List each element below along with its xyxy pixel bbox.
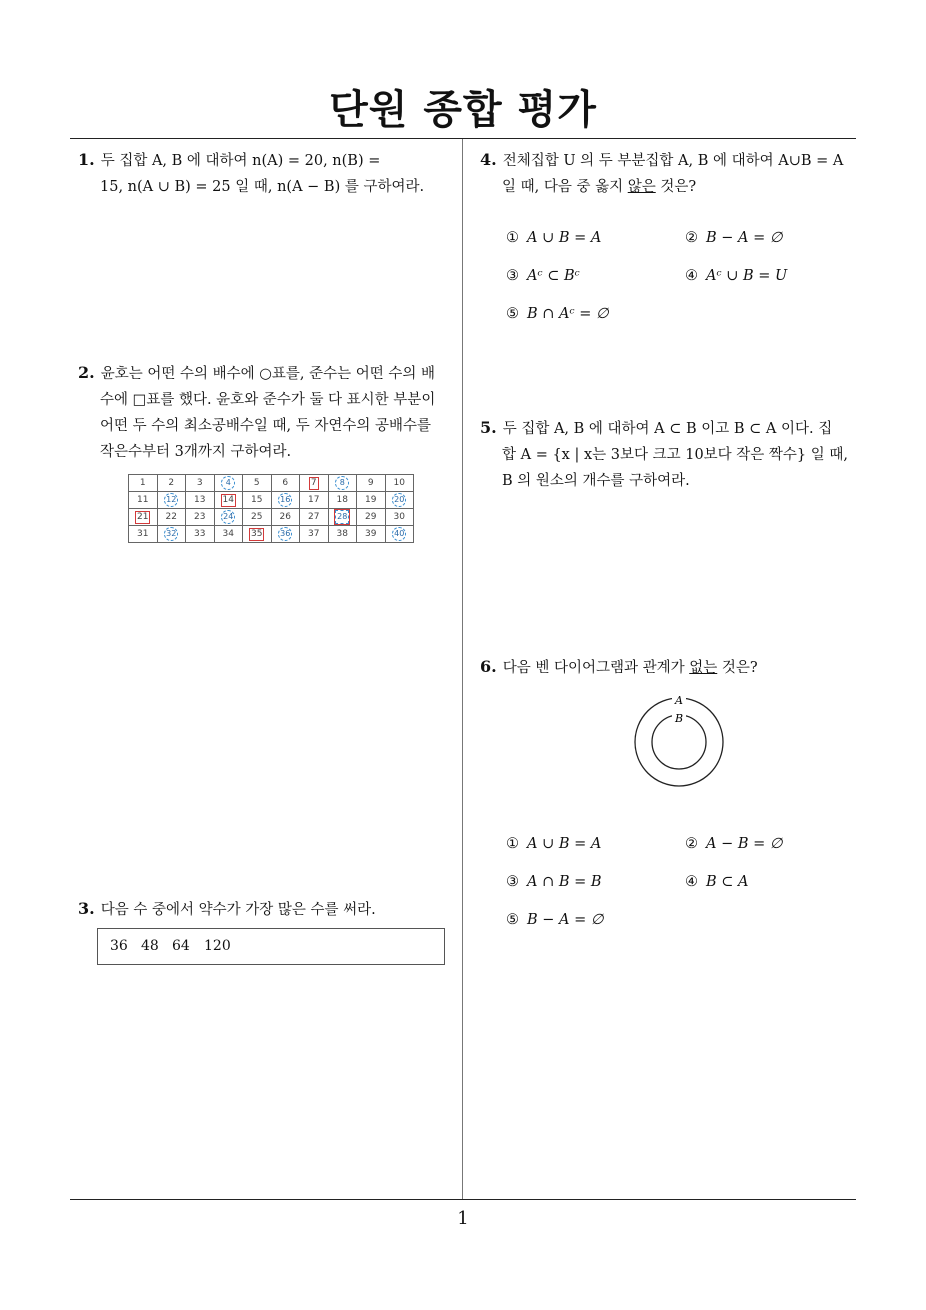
grid-row [129, 475, 414, 492]
grid-cell [129, 475, 158, 492]
grid-cell [186, 492, 215, 509]
choice-text: Aᶜ ∪ B = U [706, 268, 788, 284]
grid-cell [385, 526, 414, 543]
choice-text: A ∩ B = B [527, 874, 602, 890]
grid-number: 19 [365, 495, 377, 505]
grid-cell [357, 492, 386, 509]
grid-cell [214, 492, 243, 509]
choice-mark: ④ [685, 874, 698, 890]
grid-number: 13 [194, 495, 206, 505]
choice-text: A ∪ B = A [527, 836, 602, 852]
option-value: 36 [110, 938, 128, 954]
question-2-line3: 어떤 두 수의 최소공배수일 때, 두 자연수의 공배수를 [100, 418, 432, 434]
grid-number: 22 [165, 512, 177, 522]
option-value: 120 [204, 938, 231, 954]
choice-5[interactable] [506, 912, 604, 928]
grid-cell [300, 492, 329, 509]
grid-number: 11 [137, 495, 149, 505]
bottom-rule [70, 1199, 856, 1200]
column-divider [462, 139, 463, 1199]
grid-cell [157, 526, 186, 543]
underlined-keyword: 없는 [689, 660, 718, 676]
choice-5[interactable] [506, 306, 609, 322]
grid-number: 29 [365, 512, 377, 522]
choice-1[interactable] [506, 836, 601, 852]
grid-cell [328, 509, 357, 526]
circled-number: 20 [392, 493, 406, 507]
grid-number: 25 [251, 512, 263, 522]
grid-number: 27 [308, 512, 320, 522]
circled-number: 32 [164, 527, 178, 541]
choice-text: B ⊂ A [706, 874, 749, 890]
grid-number: 9 [367, 478, 374, 488]
grid-cell [357, 475, 386, 492]
circled-number: 40 [392, 527, 406, 541]
grid-number: 31 [137, 529, 149, 539]
question-5-line2: 합 A = {x | x는 3보다 크고 10보다 작은 짝수} 일 때, [502, 447, 849, 463]
question-4-line2-post: 것은? [655, 179, 697, 195]
grid-number: 30 [393, 512, 405, 522]
option-value: 48 [141, 938, 159, 954]
grid-number: 17 [308, 495, 320, 505]
grid-number: 5 [253, 478, 260, 488]
grid-cell [243, 509, 272, 526]
choice-mark: ③ [506, 268, 519, 284]
question-6 [480, 654, 865, 681]
grid-cell [186, 475, 215, 492]
choice-3[interactable] [506, 874, 602, 890]
grid-cell [214, 509, 243, 526]
grid-row [129, 492, 414, 509]
choice-mark: ① [506, 230, 519, 246]
choice-mark: ② [685, 230, 698, 246]
grid-number: 6 [282, 478, 289, 488]
question-3-text: 다음 수 중에서 약수가 가장 많은 수를 써라. [100, 902, 376, 918]
question-2-line1: 윤호는 어떤 수의 배수에 ○표를, 준수는 어떤 수의 배 [100, 366, 435, 382]
question-6-text-pre: 다음 벤 다이어그램과 관계가 [502, 660, 690, 676]
grid-cell [243, 475, 272, 492]
choice-text: A ∪ B = A [527, 230, 602, 246]
number-options-box [97, 928, 445, 965]
choice-mark: ⑤ [506, 912, 519, 928]
grid-cell [300, 475, 329, 492]
page-title: 단원 종합 평가 [329, 87, 597, 133]
grid-row [129, 526, 414, 543]
choice-text: B − A = ∅ [706, 230, 783, 246]
choice-text: B ∩ Aᶜ = ∅ [527, 306, 609, 322]
grid-cell [300, 509, 329, 526]
grid-cell [328, 475, 357, 492]
question-3 [78, 896, 458, 923]
circled-number: 12 [164, 493, 178, 507]
grid-cell [357, 509, 386, 526]
grid-number: 18 [336, 495, 348, 505]
grid-cell [243, 526, 272, 543]
circled-number: 28 [335, 510, 349, 524]
grid-cell [357, 526, 386, 543]
choice-text: B − A = ∅ [527, 912, 604, 928]
question-1-line1: 두 집합 A, B 에 대하여 n(A) = 20, n(B) = [100, 153, 381, 169]
grid-cell [129, 492, 158, 509]
top-rule [70, 138, 856, 139]
grid-cell [385, 492, 414, 509]
question-1-number: 1. [78, 150, 95, 169]
question-1-line2: 15, n(A ∪ B) = 25 일 때, n(A − B) 를 구하여라. [100, 179, 425, 195]
grid-cell [157, 492, 186, 509]
question-2-number: 2. [78, 363, 95, 382]
choice-4[interactable] [685, 874, 749, 890]
set-b-label: B [674, 712, 684, 725]
option-value: 64 [172, 938, 190, 954]
grid-number: 2 [168, 478, 175, 488]
grid-cell [157, 475, 186, 492]
grid-number: 26 [279, 512, 291, 522]
question-2-line4: 작은수부터 3개까지 구하여라. [100, 444, 292, 460]
grid-cell [129, 509, 158, 526]
grid-number: 34 [222, 529, 234, 539]
grid-cell [328, 526, 357, 543]
grid-cell [243, 492, 272, 509]
grid-row [129, 509, 414, 526]
question-3-number: 3. [78, 899, 95, 918]
circled-number: 36 [278, 527, 292, 541]
page-number: 1 [457, 1208, 469, 1229]
grid-number: 38 [336, 529, 348, 539]
grid-cell [186, 509, 215, 526]
grid-cell [271, 509, 300, 526]
number-grid-table [128, 474, 414, 543]
question-4-number: 4. [480, 150, 497, 169]
grid-number: 3 [196, 478, 203, 488]
squared-number: 35 [251, 528, 263, 539]
question-4 [480, 147, 865, 200]
question-1 [78, 147, 456, 200]
question-5-line3: B 의 원소의 개수를 구하여라. [502, 473, 690, 489]
choice-mark: ③ [506, 874, 519, 890]
choice-2[interactable] [685, 230, 783, 246]
circled-number: 4 [221, 476, 235, 490]
grid-cell [271, 492, 300, 509]
choice-mark: ⑤ [506, 306, 519, 322]
grid-cell [214, 475, 243, 492]
grid-cell [271, 526, 300, 543]
grid-number: 15 [251, 495, 263, 505]
question-2-line2: 수에 □표를 했다. 윤호와 준수가 둘 다 표시한 부분이 [100, 392, 436, 408]
grid-number: 33 [194, 529, 206, 539]
circled-number: 24 [221, 510, 235, 524]
squared-number: 21 [137, 511, 149, 522]
question-6-number: 6. [480, 657, 497, 676]
choice-text: A − B = ∅ [706, 836, 783, 852]
question-4-line2-pre: 일 때, 다음 중 옳지 [502, 179, 628, 195]
grid-cell [271, 475, 300, 492]
question-5-number: 5. [480, 418, 497, 437]
choice-4[interactable] [685, 268, 787, 284]
grid-number: 1 [139, 478, 146, 488]
grid-number: 39 [365, 529, 377, 539]
grid-cell [157, 509, 186, 526]
question-5-line1: 두 집합 A, B 에 대하여 A ⊂ B 이고 B ⊂ A 이다. 집 [502, 421, 833, 437]
choice-2[interactable] [685, 836, 783, 852]
question-4-line1: 전체집합 U 의 두 부분집합 A, B 에 대하여 A∪B = A [502, 153, 844, 169]
grid-cell [300, 526, 329, 543]
grid-cell [214, 526, 243, 543]
question-2 [78, 360, 458, 465]
choice-1[interactable] [506, 230, 601, 246]
circled-number: 16 [278, 493, 292, 507]
question-5 [480, 415, 865, 494]
grid-cell [328, 492, 357, 509]
squared-number: 7 [310, 477, 317, 488]
choice-3[interactable] [506, 268, 580, 284]
circled-number: 8 [335, 476, 349, 490]
grid-number: 37 [308, 529, 320, 539]
choice-mark: ④ [685, 268, 698, 284]
question-6-text-post: 것은? [717, 660, 758, 676]
choice-mark: ① [506, 836, 519, 852]
set-a-label: A [675, 694, 683, 707]
grid-cell [385, 509, 414, 526]
venn-diagram [626, 690, 732, 790]
underlined-keyword: 않은 [627, 179, 656, 195]
choice-text: Aᶜ ⊂ Bᶜ [527, 268, 580, 284]
grid-cell [129, 526, 158, 543]
grid-cell [186, 526, 215, 543]
grid-cell [385, 475, 414, 492]
squared-number: 14 [222, 494, 234, 505]
grid-number: 10 [393, 478, 405, 488]
grid-number: 23 [194, 512, 206, 522]
choice-mark: ② [685, 836, 698, 852]
